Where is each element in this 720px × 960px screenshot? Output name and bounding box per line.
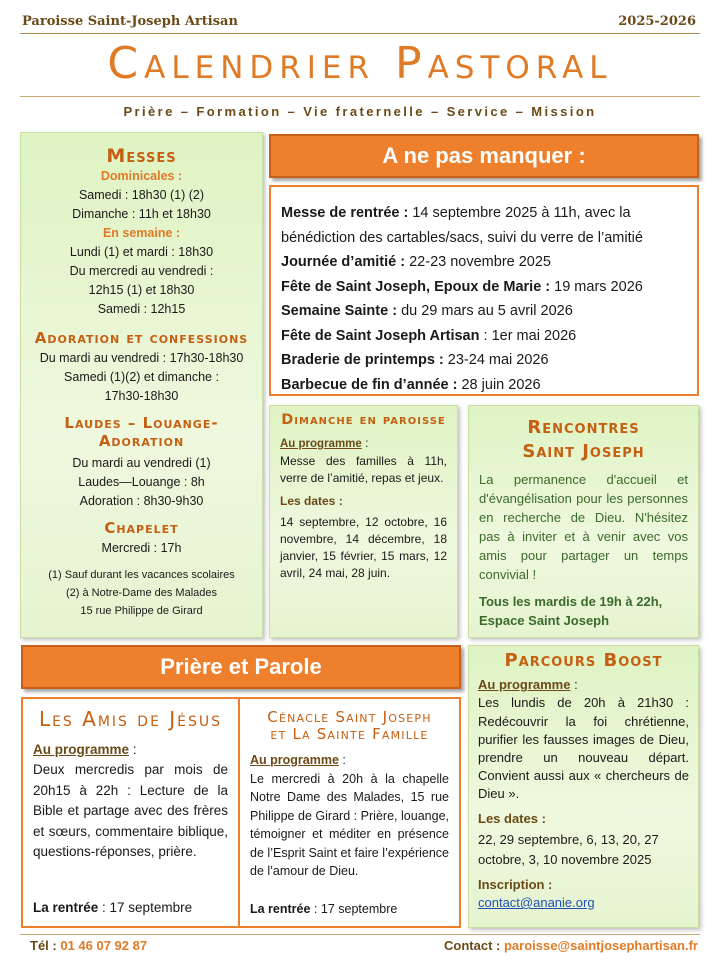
event-label: Journée d’amitié :	[281, 254, 406, 270]
dimanche-dates-label: Les dates :	[280, 494, 343, 508]
boost-email-link[interactable]: contact@ananie.org	[478, 895, 595, 911]
dominicales-line: Samedi : 18h30 (1) (2)	[78, 188, 205, 202]
event-item	[281, 275, 687, 300]
boost-dates-label: Les dates :	[478, 810, 546, 826]
boost-programme: Les lundis de 20h à 21h30 : Redécouvrir la foi chrétienne, purifier les fausses images de Dieu, prendre un nouveau départ. Convient aussi aux « chercheurs de Dieu ».	[478, 695, 689, 802]
cenacle-programme-colon: :	[338, 753, 346, 767]
event-text: 23-24 mai 2026	[443, 352, 549, 368]
laudes-line: Du mardi au vendredi (1)	[72, 456, 211, 470]
amis-rentree-label: La rentrée	[33, 899, 99, 915]
laudes-line: Laudes—Louange : 8h	[78, 475, 205, 489]
page-title: Calendrier Pastoral	[107, 38, 613, 89]
event-text: 22-23 novembre 2025	[405, 254, 551, 270]
dimanche-programme-label: Au programme	[280, 438, 362, 450]
messes-notes	[27, 566, 256, 620]
rencontres-title-1: Rencontres	[527, 417, 640, 438]
chapelet-title: Chapelet	[104, 519, 179, 537]
boost-dates: 22, 29 septembre, 6, 13, 20, 27 octobre, 3, 10 novembre 2025	[478, 831, 659, 867]
messes-panel	[20, 132, 263, 638]
amis-programme-colon: :	[129, 741, 137, 757]
year: 2025-2026	[618, 14, 696, 29]
cenacle-rentree	[250, 900, 397, 919]
event-text: 14 septembre 2025 à 11h, avec la bénédiction des cartables/sacs, suivi du verre de l’amitié	[281, 205, 643, 246]
amis-rentree-value: : 17 septembre	[98, 899, 193, 915]
cenacle-programme-heading	[250, 751, 449, 770]
dimanche-panel	[269, 405, 458, 638]
event-item	[281, 373, 687, 398]
dimanche-dates: 14 septembre, 12 octobre, 16 novembre, 14 décembre, 18 janvier, 15 février, 15 mars, 12 avril, 24 mai, 28 juin.	[280, 515, 447, 580]
note-line: (2) à Notre-Dame des Malades	[65, 587, 217, 599]
event-label: Barbecue de fin d’année :	[281, 376, 458, 393]
amis-text: Deux mercredis par mois de 20h15 à 22h : Lecture de la Bible et partage avec des frères et sœurs, commentaire biblique, questions-réponses, prière.	[33, 762, 228, 859]
cenacle-rentree-value: : 17 septembre	[310, 901, 398, 916]
dimanche-programme-colon: :	[361, 436, 369, 450]
boost-title: Parcours Boost	[504, 650, 663, 671]
event-text: du 29 mars au 5 avril 2026	[397, 303, 573, 319]
event-item	[281, 201, 687, 250]
chapelet-line: Mercredi : 17h	[101, 541, 182, 555]
event-label: Fête de Saint Joseph, Epoux de Marie :	[281, 278, 551, 295]
semaine-line: 12h15 (1) et 18h30	[88, 283, 195, 297]
note-line: (1) Sauf durant les vacances scolaires	[48, 569, 235, 581]
rencontres-panel	[468, 405, 699, 638]
contact-label: Contact :	[444, 938, 504, 953]
event-item	[281, 324, 687, 349]
cenacle-title-1: Cénacle Saint Joseph	[267, 708, 432, 726]
parish-name: Paroisse Saint-Joseph Artisan	[22, 14, 238, 29]
amis-title: Les Amis de Jésus	[38, 707, 223, 731]
amis-rentree	[33, 898, 192, 919]
rencontres-title-2: Saint Joseph	[522, 441, 645, 462]
event-text: : 1er mai 2026	[479, 327, 577, 344]
subtitle-divider	[20, 96, 700, 97]
boost-programme-colon: :	[570, 677, 578, 693]
messes-title: Messes	[106, 145, 177, 167]
note-line: 15 rue Philippe de Girard	[80, 605, 203, 617]
event-label: Semaine Sainte :	[281, 303, 398, 319]
event-item	[281, 299, 687, 324]
boost-programme-label: Au programme	[478, 677, 571, 693]
boost-panel	[468, 645, 699, 928]
cenacle-box	[238, 697, 461, 928]
tel-value: 01 46 07 92 87	[60, 938, 148, 953]
tel-label: Tél :	[30, 938, 61, 953]
page-subtitle: Prière – Formation – Vie fraternelle – Service – Mission	[123, 104, 597, 119]
laudes-title: Laudes – Louange- Adoration	[64, 414, 219, 450]
header-divider	[20, 33, 700, 34]
amis-programme-label: Au programme	[33, 741, 130, 757]
event-label: Fête de Saint Joseph Artisan	[281, 327, 480, 344]
boost-programme-heading	[478, 676, 689, 694]
dimanche-title: Dimanche en paroisse	[281, 412, 446, 428]
a-ne-pas-manquer-box	[269, 185, 699, 396]
adoration-line: Du mardi au vendredi : 17h30-18h30	[39, 351, 244, 365]
event-label: Messe de rentrée :	[281, 205, 409, 221]
laudes-line: Adoration : 8h30-9h30	[79, 494, 204, 508]
semaine-line: Samedi : 12h15	[97, 302, 186, 316]
cenacle-rentree-label: La rentrée	[250, 901, 311, 916]
dimanche-programme: Messe des familles à 11h, verre de l’amitié, repas et jeux.	[280, 454, 447, 485]
amis-de-jesus-box	[21, 697, 238, 928]
rencontres-text: La permanence d'accueil et d'évangélisation pour les personnes en recherche de Dieu. N'hésitez pas à inviter et à venir avec vos amis pour partager un temps convivial !	[479, 472, 688, 582]
dimanche-programme-heading	[280, 435, 447, 453]
footer-divider	[20, 934, 700, 935]
amis-programme-heading	[33, 740, 228, 761]
event-text: 28 juin 2026	[457, 376, 541, 393]
adoration-title: Adoration et confessions	[34, 329, 249, 347]
priere-parole-banner: Prière et Parole	[21, 645, 461, 689]
rencontres-schedule: Tous les mardis de 19h à 22h, Espace Saint Joseph	[479, 594, 663, 628]
semaine-line: Du mercredi au vendredi :	[69, 264, 214, 278]
adoration-line: 17h30-18h30	[104, 389, 179, 403]
semaine-line: Lundi (1) et mardi : 18h30	[69, 245, 214, 259]
footer-tel	[30, 938, 147, 953]
event-item	[281, 348, 687, 373]
adoration-line: Samedi (1)(2) et dimanche :	[64, 370, 219, 384]
cenacle-title-2: et La Sainte Famille	[270, 725, 429, 743]
dominicales-line: Dimanche : 11h et 18h30	[72, 207, 211, 221]
event-text: 19 mars 2026	[550, 278, 643, 295]
event-label: Braderie de printemps :	[281, 352, 444, 368]
footer-contact	[444, 938, 698, 953]
semaine-label: En semaine :	[102, 226, 181, 240]
boost-inscription-label: Inscription :	[478, 876, 553, 892]
a-ne-pas-manquer-banner: A ne pas manquer :	[269, 134, 699, 178]
dominicales-label: Dominicales :	[100, 169, 183, 183]
event-item	[281, 250, 687, 275]
contact-email[interactable]: paroisse@saintjosephartisan.fr	[503, 938, 698, 953]
cenacle-programme-label: Au programme	[250, 753, 339, 767]
cenacle-text: Le mercredi à 20h à la chapelle Notre Dame des Malades, 15 rue Philippe de Girard : Prière, louange, témoigner et méditer en présence de l’Esprit Saint et faire l’expérience de l’amour de Dieu.	[250, 771, 449, 878]
